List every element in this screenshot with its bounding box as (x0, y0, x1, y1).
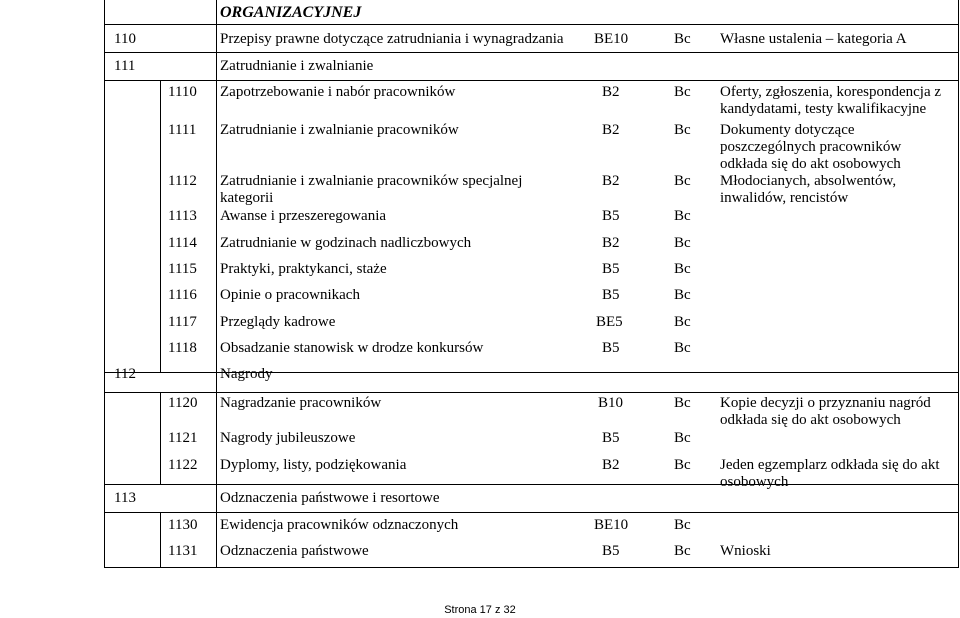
row-category-secondary: Bc (674, 517, 691, 533)
column-divider-subcode (160, 80, 161, 372)
column-divider-subcode (160, 392, 161, 484)
row-name: Praktyki, praktykanci, staże (220, 261, 387, 277)
row-note-line: poszczególnych pracowników (720, 139, 902, 155)
row-divider (104, 24, 959, 25)
row-code: 1117 (168, 314, 197, 330)
row-name: Nagrody jubileuszowe (220, 430, 356, 446)
row-note-line: Jeden egzemplarz odkłada się do akt (720, 457, 940, 473)
row-name: Zatrudnianie i zwalnianie pracowników (220, 122, 459, 138)
row-note-line: Kopie decyzji o przyznaniu nagród (720, 395, 931, 411)
row-name: Zatrudnianie w godzinach nadliczbowych (220, 235, 472, 251)
row-note-line: odkłada się do akt osobowych (720, 156, 901, 172)
row-name: Awanse i przeszeregowania (220, 208, 387, 224)
row-category-secondary: Bc (674, 395, 691, 411)
row-category: B5 (602, 340, 620, 356)
row-divider (104, 52, 959, 53)
row-category: BE10 (594, 517, 629, 533)
row-code: 1112 (168, 173, 197, 189)
column-divider-subcode (160, 512, 161, 568)
row-name: Nagrody (220, 366, 273, 382)
row-category: B5 (602, 287, 620, 303)
row-category: B5 (602, 208, 620, 224)
row-code: 1116 (168, 287, 197, 303)
row-name: Opinie o pracownikach (220, 287, 360, 303)
table-border-right (958, 0, 959, 568)
row-note-line: Młodocianych, absolwentów, (720, 173, 897, 189)
row-category: BE5 (596, 314, 623, 330)
row-name: Odznaczenia państwowe (220, 543, 369, 559)
row-name: Przeglądy kadrowe (220, 314, 336, 330)
row-name: Zapotrzebowanie i nabór pracowników (220, 84, 456, 100)
row-category: B5 (602, 543, 620, 559)
row-code: 1130 (168, 517, 198, 533)
row-category-secondary: Bc (674, 208, 691, 224)
row-category-secondary: Bc (674, 340, 691, 356)
row-category-secondary: Bc (674, 261, 691, 277)
row-category: B2 (602, 235, 620, 251)
row-code: 111 (114, 58, 136, 74)
row-code: 1113 (168, 208, 197, 224)
row-name: Obsadzanie stanowisk w drodze konkursów (220, 340, 484, 356)
row-category-secondary: Bc (674, 543, 691, 559)
row-note-line: kandydatami, testy kwalifikacyjne (720, 101, 927, 117)
section-title: ORGANIZACYJNEJ (220, 4, 362, 21)
row-note: Wnioski (720, 543, 771, 559)
row-category: B2 (602, 173, 620, 189)
row-name: Przepisy prawne dotyczące zatrudniania i wynagradzania (220, 31, 564, 47)
row-name: Odznaczenia państwowe i resortowe (220, 490, 440, 506)
row-category: B5 (602, 430, 620, 446)
row-name: Zatrudnianie i zwalnianie (220, 58, 374, 74)
row-code: 1120 (168, 395, 198, 411)
row-category-secondary: Bc (674, 457, 691, 473)
page-number: Strona 17 z 32 (444, 604, 516, 616)
row-code: 1121 (168, 430, 198, 446)
row-note-line: inwalidów, rencistów (720, 190, 849, 206)
row-name-line: Zatrudnianie i zwalnianie pracowników specjalnej (220, 173, 523, 189)
row-category: BE10 (594, 31, 629, 47)
column-divider-name (216, 0, 217, 568)
table-border-left (104, 0, 105, 568)
row-divider (104, 80, 959, 81)
row-category-secondary: Bc (674, 122, 691, 138)
row-category: B2 (602, 122, 620, 138)
row-code: 1118 (168, 340, 197, 356)
row-code: 1122 (168, 457, 198, 473)
row-category-secondary: Bc (674, 430, 691, 446)
row-note-line: odkłada się do akt osobowych (720, 412, 901, 428)
row-divider (104, 484, 959, 485)
row-category: B5 (602, 261, 620, 277)
row-code: 1110 (168, 84, 197, 100)
row-name: Ewidencja pracowników odznaczonych (220, 517, 459, 533)
row-code: 1115 (168, 261, 197, 277)
row-code: 110 (114, 31, 136, 47)
row-note: Własne ustalenia – kategoria A (720, 31, 907, 47)
row-category-secondary: Bc (674, 287, 691, 303)
row-code: 113 (114, 490, 136, 506)
row-category-secondary: Bc (674, 31, 691, 47)
row-code: 112 (114, 366, 136, 382)
row-category: B2 (602, 457, 620, 473)
row-divider (104, 392, 959, 393)
row-code: 1111 (168, 122, 197, 138)
row-note-line: Oferty, zgłoszenia, korespondencja z (720, 84, 942, 100)
row-divider (104, 567, 959, 568)
row-category-secondary: Bc (674, 84, 691, 100)
row-category-secondary: Bc (674, 235, 691, 251)
row-name: Nagradzanie pracowników (220, 395, 382, 411)
row-note-line: osobowych (720, 474, 789, 490)
row-category-secondary: Bc (674, 314, 691, 330)
row-category: B2 (602, 84, 620, 100)
row-category-secondary: Bc (674, 173, 691, 189)
row-name-line: kategorii (220, 190, 274, 206)
row-name: Dyplomy, listy, podziękowania (220, 457, 407, 473)
row-divider (104, 512, 959, 513)
row-note-line: Dokumenty dotyczące (720, 122, 855, 138)
row-code: 1131 (168, 543, 198, 559)
row-category: B10 (598, 395, 624, 411)
row-code: 1114 (168, 235, 197, 251)
